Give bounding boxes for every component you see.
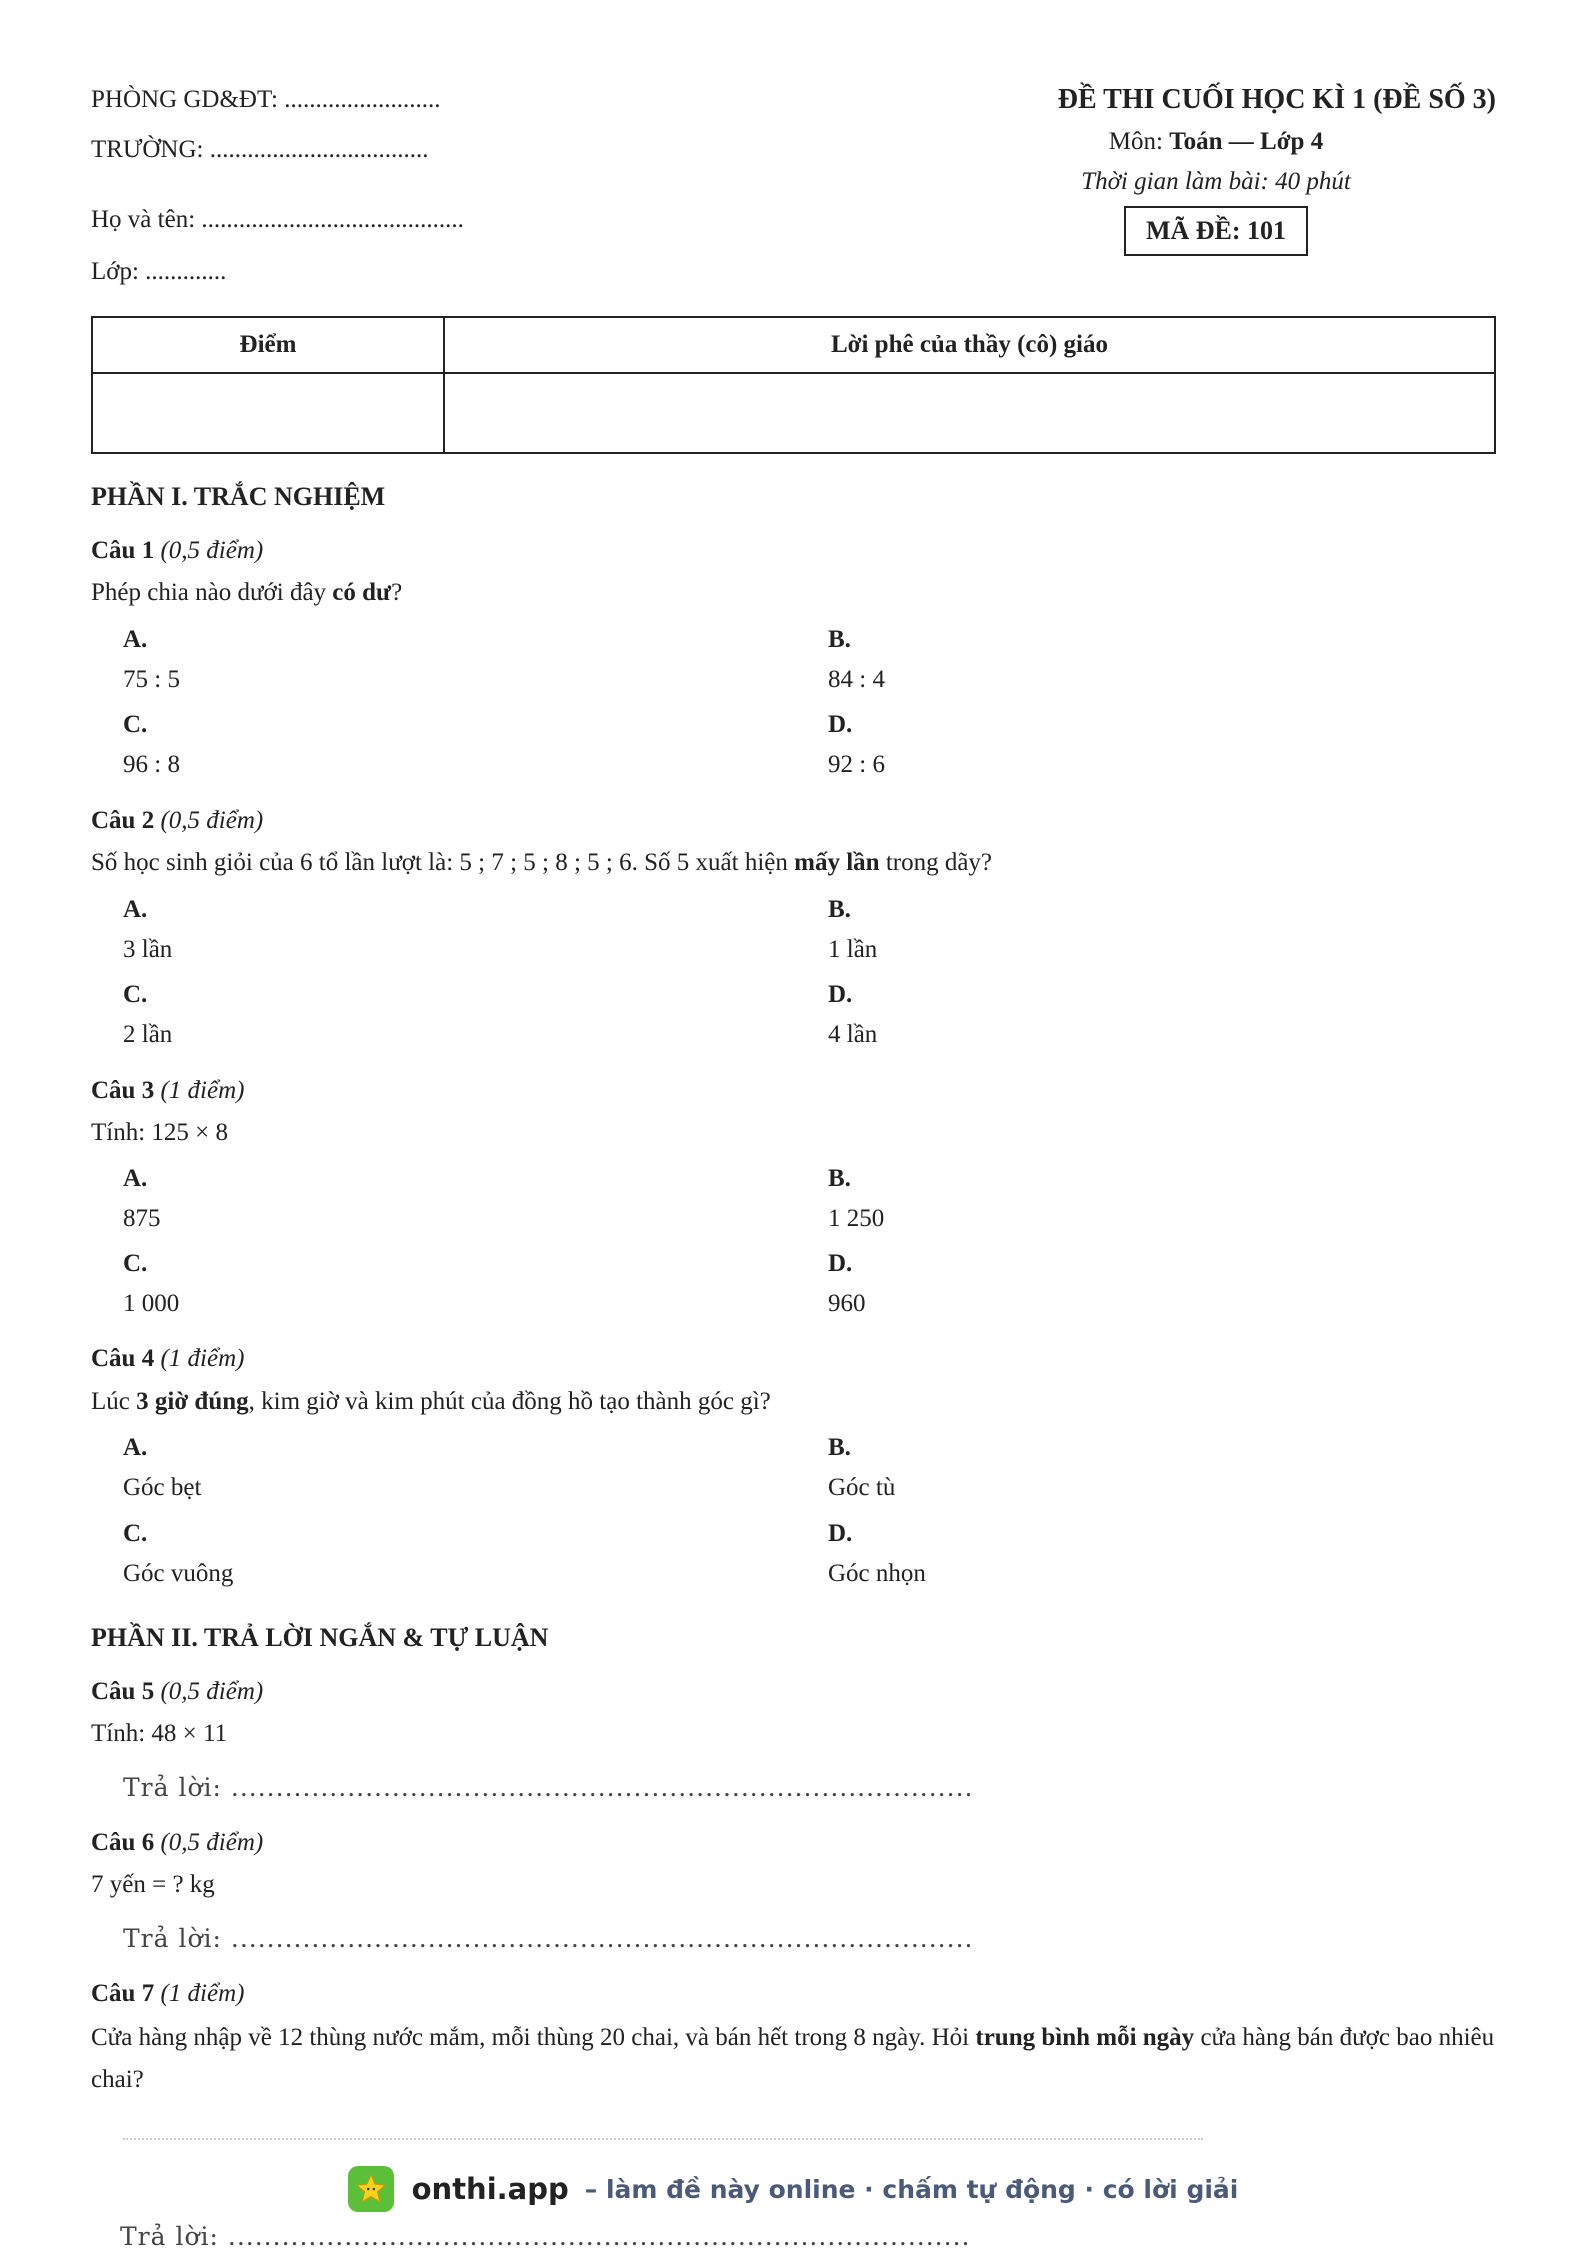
q6-points: (0,5 điểm) bbox=[160, 1829, 264, 1856]
option-value: 84 : 4 bbox=[828, 666, 885, 693]
q1-option-d[interactable] bbox=[828, 711, 885, 779]
q2-points: (0,5 điểm) bbox=[160, 807, 264, 834]
q4-option-d[interactable] bbox=[828, 1520, 926, 1588]
dept-field: PHÒNG GD&ĐT: ......................... bbox=[91, 86, 441, 113]
q6-text: 7 yến = ? kg bbox=[91, 1871, 215, 1898]
q2-option-a[interactable] bbox=[123, 896, 172, 964]
option-letter: C. bbox=[123, 1520, 148, 1547]
part2-heading: PHẦN II. TRẢ LỜI NGẮN & TỰ LUẬN bbox=[91, 1623, 549, 1652]
q2-text-post: trong dãy? bbox=[879, 849, 993, 876]
exam-subject bbox=[936, 128, 1496, 156]
option-value: 92 : 6 bbox=[828, 751, 885, 778]
q4-text-pre: Lúc bbox=[91, 1388, 137, 1415]
score-header: Điểm bbox=[92, 317, 444, 373]
q5-heading bbox=[91, 1678, 263, 1706]
q7-answer-line[interactable] bbox=[123, 2138, 1203, 2140]
brand-tagline: – làm đề này online · chấm tự động · có lời giải bbox=[584, 2174, 1239, 2204]
option-letter: B. bbox=[828, 1165, 851, 1192]
q1-option-b[interactable] bbox=[828, 626, 885, 694]
q1-option-a[interactable] bbox=[123, 626, 180, 694]
q2-text-pre: Số học sinh giỏi của 6 tổ lần lượt là: 5 ; 7 ; 5 ; 8 ; 5 ; 6. Số 5 xuất hiện bbox=[91, 849, 795, 876]
q2-label: Câu 2 bbox=[91, 807, 155, 834]
option-value: Góc nhọn bbox=[828, 1560, 926, 1587]
q1-heading bbox=[91, 537, 263, 565]
exam-code: MÃ ĐỀ: 101 bbox=[1124, 206, 1308, 256]
q3-option-b[interactable] bbox=[828, 1165, 884, 1233]
grade-table bbox=[91, 316, 1496, 454]
q4-heading bbox=[91, 1345, 244, 1373]
q4-option-b[interactable] bbox=[828, 1434, 895, 1502]
cutoff-answer-line: Trả lời: ................................................................................... bbox=[120, 2222, 971, 2251]
q4-label: Câu 4 bbox=[91, 1345, 155, 1372]
option-letter: A. bbox=[123, 896, 148, 923]
name-field: Họ và tên: .......................................... bbox=[91, 206, 464, 233]
subject-value: Toán — Lớp 4 bbox=[1169, 128, 1324, 155]
option-value: 75 : 5 bbox=[123, 666, 180, 693]
q4-option-a[interactable] bbox=[123, 1434, 201, 1502]
q4-text-bold: 3 giờ đúng bbox=[136, 1388, 249, 1415]
star-logo-icon bbox=[348, 2166, 394, 2212]
q1-label: Câu 1 bbox=[91, 537, 155, 564]
option-letter: B. bbox=[828, 1434, 851, 1461]
option-value: 1 000 bbox=[123, 1290, 180, 1317]
comment-cell[interactable] bbox=[444, 373, 1495, 453]
q6-answer-line[interactable]: Trả lời: ................................................................................... bbox=[123, 1924, 974, 1953]
class-field: Lớp: ............. bbox=[91, 258, 227, 285]
q4-option-c[interactable] bbox=[123, 1520, 233, 1588]
exam-title: ĐỀ THI CUỐI HỌC KÌ 1 (ĐỀ SỐ 3) bbox=[1057, 84, 1496, 115]
q4-text bbox=[91, 1381, 1496, 1423]
q2-text-bold: mấy lần bbox=[794, 849, 880, 876]
option-value: Góc tù bbox=[828, 1474, 896, 1501]
option-letter: D. bbox=[828, 1250, 853, 1277]
q1-text-bold: có dư bbox=[332, 579, 392, 606]
brand-name[interactable]: onthi.app bbox=[411, 2172, 569, 2206]
option-value: 3 lần bbox=[123, 936, 173, 963]
q7-text-pre: Cửa hàng nhập về 12 thùng nước mắm, mỗi thùng 20 chai, và bán hết trong 8 ngày. Hỏi bbox=[91, 2024, 976, 2051]
q4-text-post: , kim giờ và kim phút của đồng hồ tạo thành góc gì? bbox=[248, 1388, 771, 1415]
q3-label: Câu 3 bbox=[91, 1077, 155, 1104]
option-letter: C. bbox=[123, 981, 148, 1008]
q1-text-post: ? bbox=[391, 579, 403, 606]
option-value: 875 bbox=[123, 1205, 161, 1232]
q1-text bbox=[91, 572, 1496, 614]
q1-option-c[interactable] bbox=[123, 711, 180, 779]
q7-text-bold: trung bình mỗi ngày bbox=[975, 2024, 1195, 2051]
q7-text bbox=[91, 2017, 1496, 2101]
option-value: 1 lần bbox=[828, 936, 878, 963]
q6-heading bbox=[91, 1829, 263, 1857]
option-value: 960 bbox=[828, 1290, 866, 1317]
q7-text-post: cửa hàng bán được bao nhiêu chai? bbox=[91, 2024, 1495, 2093]
q5-answer-line[interactable]: Trả lời: ................................................................................... bbox=[123, 1773, 974, 1802]
q7-label: Câu 7 bbox=[91, 1980, 155, 2007]
q4-points: (1 điểm) bbox=[160, 1345, 245, 1372]
option-value: 4 lần bbox=[828, 1021, 878, 1048]
q2-option-c[interactable] bbox=[123, 981, 172, 1049]
q5-points: (0,5 điểm) bbox=[160, 1678, 264, 1705]
option-letter: D. bbox=[828, 1520, 853, 1547]
option-letter: A. bbox=[123, 1434, 148, 1461]
q2-text bbox=[91, 842, 1496, 884]
option-value: Góc bẹt bbox=[123, 1474, 202, 1501]
option-value: 2 lần bbox=[123, 1021, 173, 1048]
option-letter: D. bbox=[828, 981, 853, 1008]
option-letter: C. bbox=[123, 1250, 148, 1277]
q7-points: (1 điểm) bbox=[160, 1980, 245, 2007]
option-letter: A. bbox=[123, 626, 148, 653]
option-letter: A. bbox=[123, 1165, 148, 1192]
option-letter: B. bbox=[828, 896, 851, 923]
q3-option-a[interactable] bbox=[123, 1165, 161, 1233]
option-letter: B. bbox=[828, 626, 851, 653]
part1-heading: PHẦN I. TRẮC NGHIỆM bbox=[91, 482, 386, 511]
exam-header bbox=[936, 84, 1496, 256]
school-field: TRƯỜNG: ................................... bbox=[91, 136, 429, 163]
option-value: Góc vuông bbox=[123, 1560, 234, 1587]
option-letter: C. bbox=[123, 711, 148, 738]
exam-time: Thời gian làm bài: 40 phút bbox=[1081, 168, 1351, 195]
q5-label: Câu 5 bbox=[91, 1678, 155, 1705]
q7-heading bbox=[91, 1980, 244, 2008]
subject-prefix: Môn: bbox=[1108, 128, 1170, 155]
q3-option-c[interactable] bbox=[123, 1250, 179, 1318]
q2-option-b[interactable] bbox=[828, 896, 877, 964]
q3-text: Tính: 125 × 8 bbox=[91, 1119, 229, 1146]
comment-header: Lời phê của thầy (cô) giáo bbox=[444, 317, 1495, 373]
q1-points: (0,5 điểm) bbox=[160, 537, 264, 564]
q6-label: Câu 6 bbox=[91, 1829, 155, 1856]
score-cell[interactable] bbox=[92, 373, 444, 453]
q3-points: (1 điểm) bbox=[160, 1077, 245, 1104]
q2-heading bbox=[91, 807, 263, 835]
q5-text: Tính: 48 × 11 bbox=[91, 1720, 228, 1747]
option-letter: D. bbox=[828, 711, 853, 738]
option-value: 1 250 bbox=[828, 1205, 885, 1232]
option-value: 96 : 8 bbox=[123, 751, 180, 778]
q3-option-d[interactable] bbox=[828, 1250, 866, 1318]
q2-option-d[interactable] bbox=[828, 981, 877, 1049]
q1-text-pre: Phép chia nào dưới đây bbox=[91, 579, 333, 606]
onthi-footer-banner[interactable] bbox=[0, 2160, 1586, 2218]
q3-heading bbox=[91, 1077, 244, 1105]
